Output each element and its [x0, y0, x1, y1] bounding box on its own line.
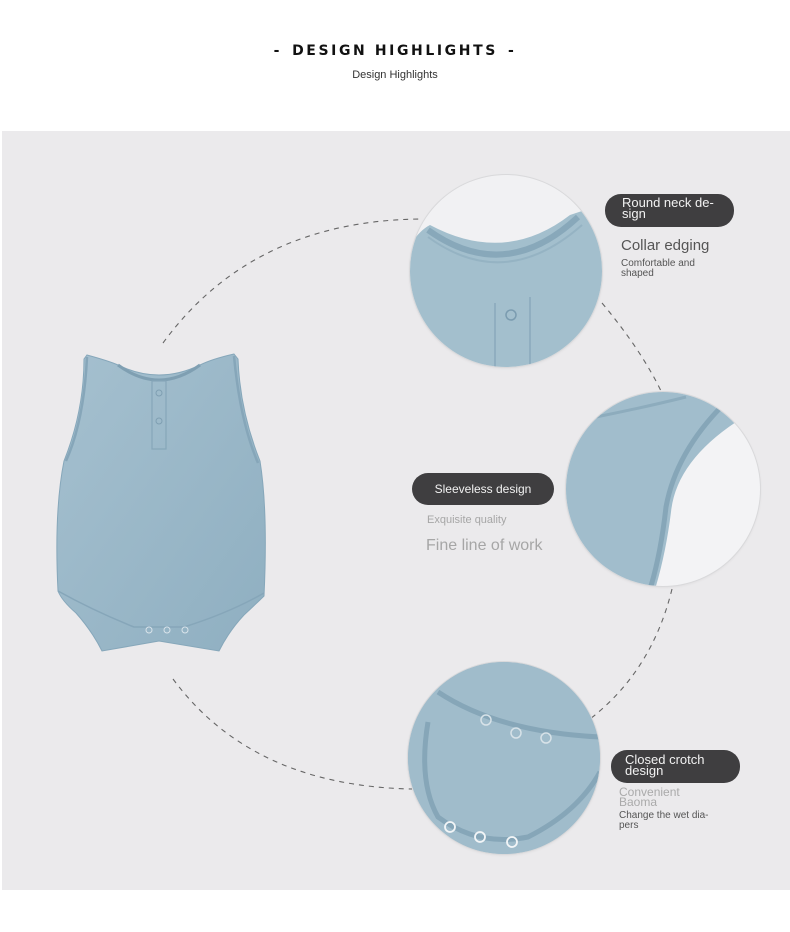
title-dash-left: -: [273, 43, 283, 59]
change-diapers-desc: [619, 811, 709, 831]
title-text: DESIGN HIGHLIGHTS: [292, 43, 498, 59]
collar-edging-heading: Collar edging: [621, 237, 710, 254]
fine-line-heading: Fine line of work: [426, 537, 543, 554]
desc-line-1: Comfortable and: [621, 258, 695, 269]
bodysuit-main-image: [54, 351, 266, 663]
section-header: [0, 0, 790, 131]
badge-line-1: Closed crotch: [625, 752, 705, 767]
armhole-detail-image: [566, 392, 760, 586]
section-title: [0, 43, 790, 59]
desc-line-2: shaped: [621, 268, 654, 279]
sleeveless-design-badge: Sleeveless design: [412, 473, 554, 505]
exquisite-quality-label: Exquisite quality: [427, 514, 507, 526]
badge-line-2: design: [625, 763, 664, 778]
sub-line-1: Convenient: [619, 785, 680, 799]
convenient-baoma-label: [619, 787, 680, 807]
crotch-snaps-detail-image: [408, 662, 600, 854]
arc-right-top: [602, 303, 662, 393]
highlights-panel: [2, 131, 790, 890]
round-neck-design-badge: [605, 194, 734, 227]
desc-line-1: Change the wet dia-: [619, 810, 709, 821]
collar-detail-image: [410, 175, 602, 367]
arc-bottom-left: [173, 679, 412, 789]
section-subtitle: Design Highlights: [352, 69, 438, 81]
collar-edging-desc: [621, 259, 695, 279]
arc-right-bottom: [590, 589, 672, 719]
desc-line-2: pers: [619, 820, 639, 831]
badge-line-1: Round neck de-: [622, 195, 714, 210]
arc-top-left: [163, 219, 420, 343]
badge-line-2: sign: [622, 206, 646, 221]
sub-line-2: Baoma: [619, 795, 658, 809]
closed-crotch-design-badge: [611, 750, 740, 783]
title-dash-right: -: [507, 43, 517, 59]
